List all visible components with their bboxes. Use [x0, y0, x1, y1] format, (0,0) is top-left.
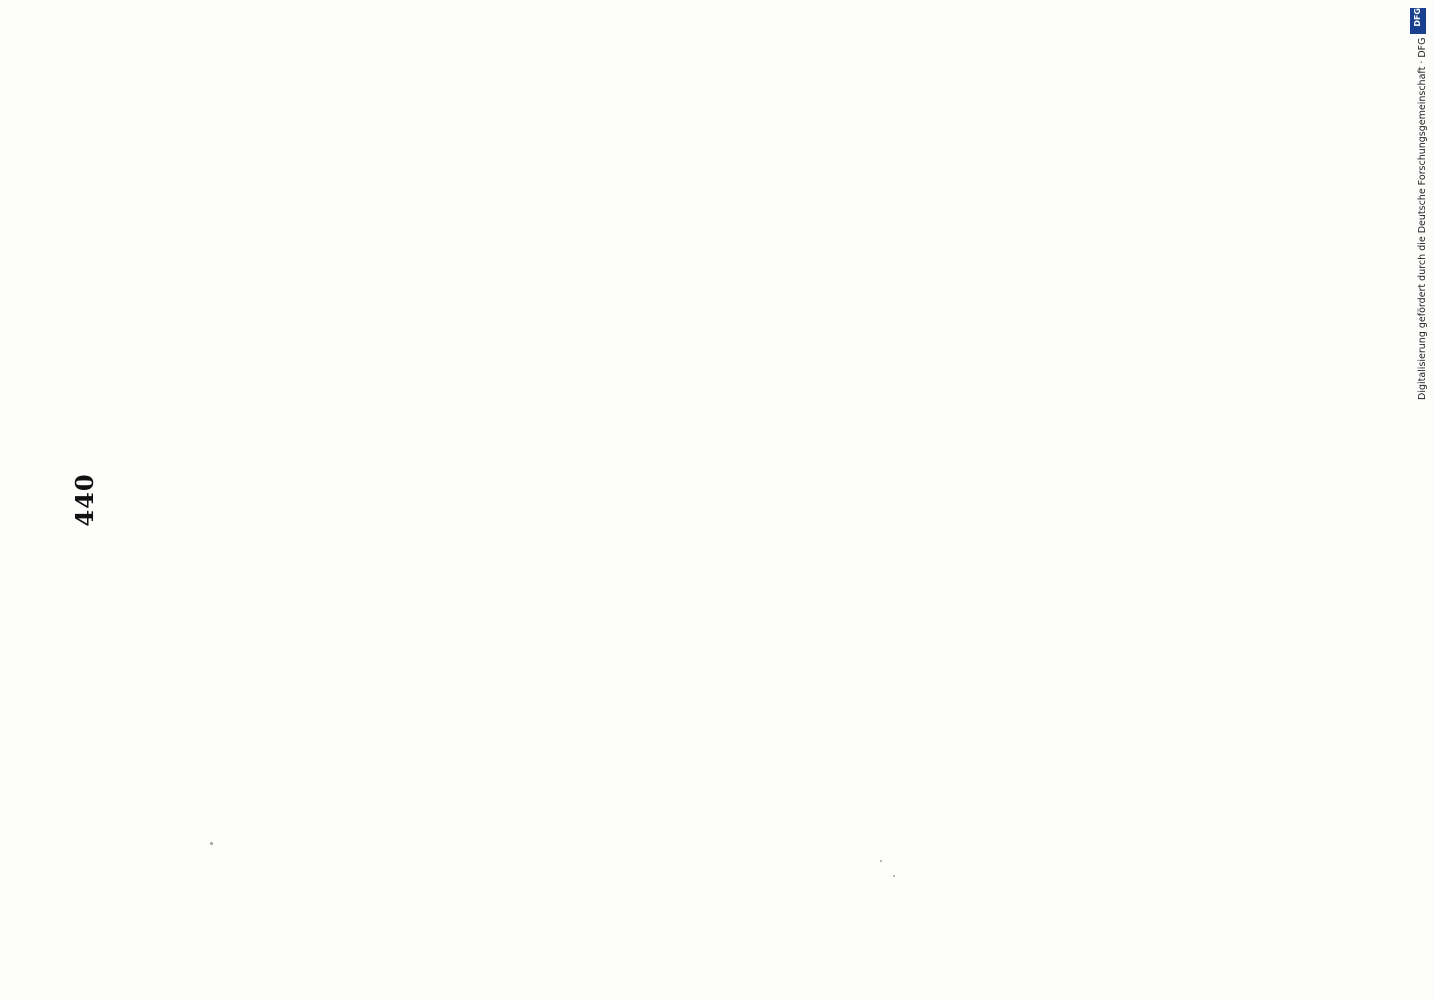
page-number: 440	[70, 473, 99, 527]
print-speck	[880, 860, 882, 862]
dfg-logo-text: DFG	[1413, 8, 1422, 27]
right-text-column	[98, 18, 106, 438]
left-text-column	[98, 495, 106, 900]
dfg-logo	[1410, 8, 1426, 34]
digitization-credit: Digitalisierung gefördert durch die Deutsche Forschungsgemeinschaft · DFG	[1417, 37, 1428, 400]
print-speck	[893, 875, 895, 877]
print-speck	[210, 842, 213, 845]
